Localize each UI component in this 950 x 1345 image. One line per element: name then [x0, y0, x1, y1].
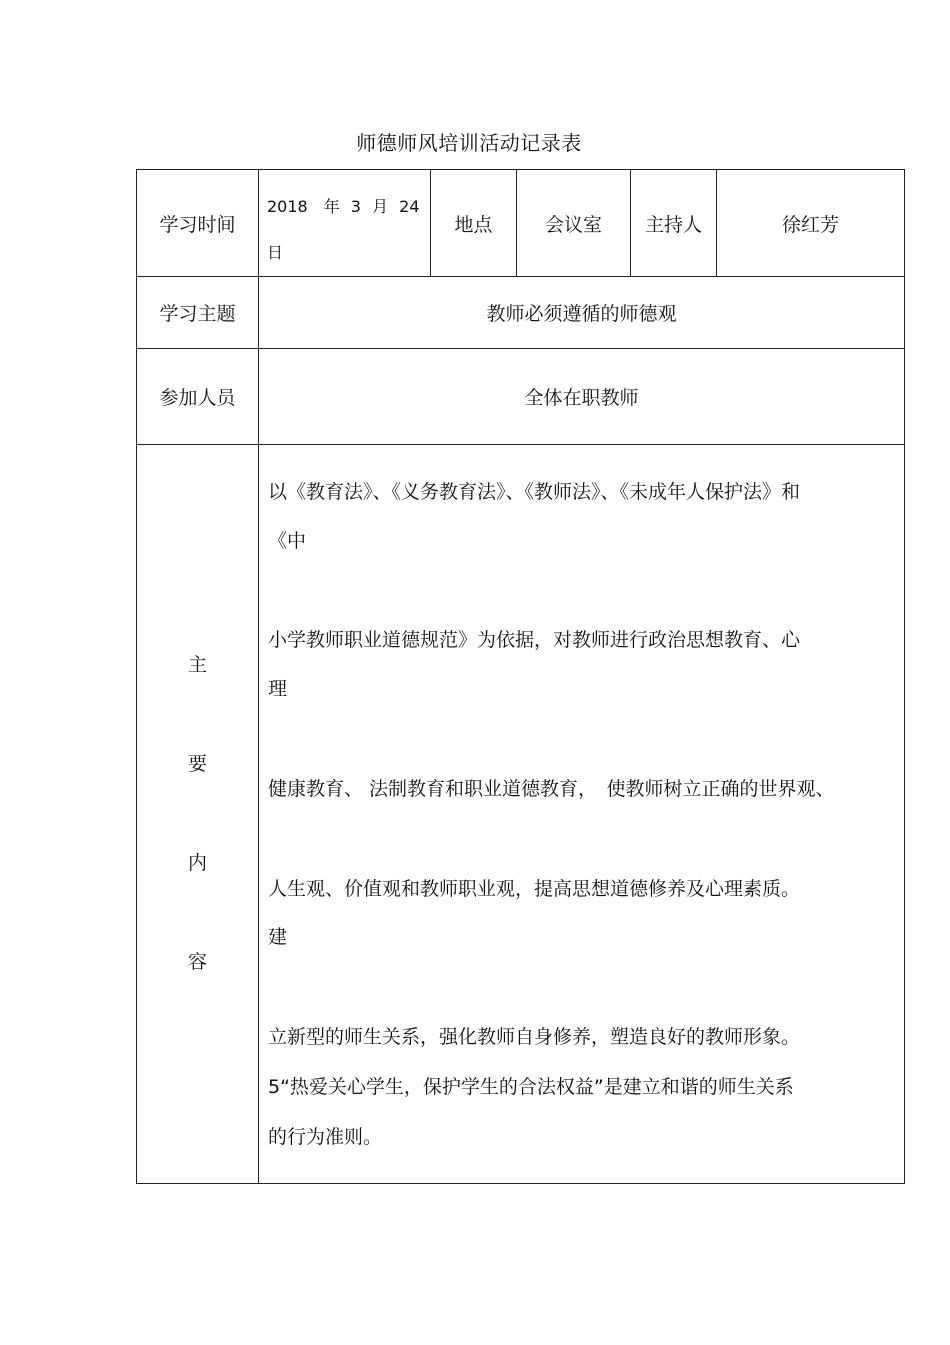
content-line: 的行为准则。 [268, 1126, 383, 1148]
date-value [259, 170, 431, 277]
date-line1: 2018 年 3 月 24 [267, 197, 420, 216]
date-line2: 日 [267, 243, 284, 262]
title-text: 师德师风培训活动记录表 [356, 131, 582, 155]
content-line: 建 [268, 926, 288, 948]
topic-label: 学习主题 [137, 277, 259, 349]
row-topic [137, 277, 905, 349]
row-content [137, 445, 905, 1184]
content-label-char: 主 [187, 654, 207, 676]
topic-value: 教师必须遵循的师德观 [259, 277, 905, 349]
record-table [136, 169, 905, 1184]
host-label: 主持人 [631, 170, 717, 277]
place-value: 会议室 [517, 170, 631, 277]
row-time-place-host [137, 170, 905, 277]
content-line: 小学教师职业道德规范》为依据，对教师进行政治思想教育、心 [268, 629, 801, 651]
content-label-char: 内 [187, 852, 207, 874]
place-label: 地点 [431, 170, 517, 277]
content-body [259, 445, 905, 1184]
content-line: 以《教育法》、《义务教育法》、《教师法》、《未成年人保护法》和 [268, 481, 801, 503]
content-label-char: 要 [187, 753, 207, 775]
page-title [0, 128, 950, 158]
row-participants [137, 349, 905, 445]
content-line: 5“热爱关心学生，保护学生的合法权益”是建立和谐的师生关系 [268, 1076, 794, 1098]
host-value: 徐红芳 [717, 170, 905, 277]
content-label-char: 容 [187, 951, 207, 973]
content-label [137, 445, 259, 1184]
participants-label: 参加人员 [137, 349, 259, 445]
content-line: 《中 [268, 530, 307, 552]
content-line: 健康教育、 法制教育和职业道德教育， 使教师树立正确的世界观、 [268, 778, 835, 800]
participants-value: 全体在职教师 [259, 349, 905, 445]
time-label: 学习时间 [137, 170, 259, 277]
content-line: 立新型的师生关系，强化教师自身修养，塑造良好的教师形象。 [268, 1026, 801, 1048]
content-line: 理 [268, 678, 288, 700]
content-line: 人生观、价值观和教师职业观，提高思想道德修养及心理素质。 [268, 878, 801, 900]
